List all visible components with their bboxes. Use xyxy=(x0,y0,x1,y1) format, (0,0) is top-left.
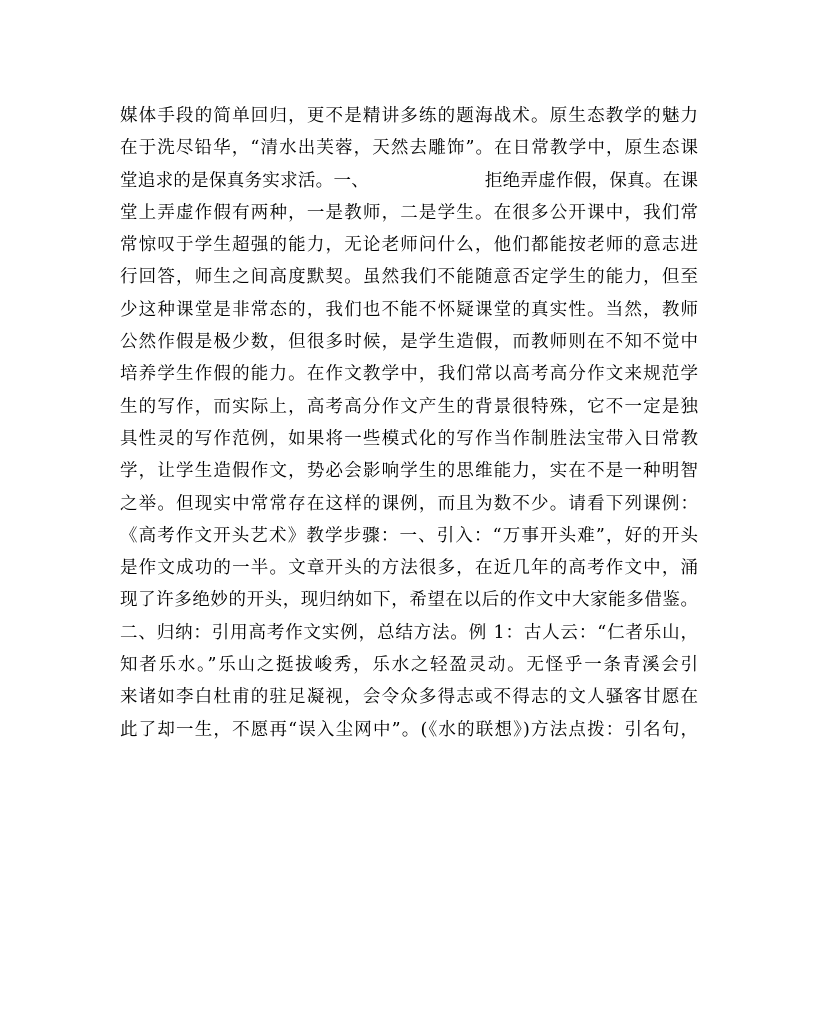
text-line: 《高考作文开头艺术》教学步骤：一、引入：“万事开头难”，好的开头 xyxy=(120,525,698,546)
text-line: 在于洗尽铅华，“清水出芙蓉，天然去雕饰”。在日常教学中，原生态课 xyxy=(120,138,698,159)
text-line: 行回答，师生之间高度默契。虽然我们不能随意否定学生的能力，但至 xyxy=(120,267,698,288)
text-line: 常惊叹于学生超强的能力，无论老师问什么，他们都能按老师的意志进 xyxy=(120,235,698,256)
text-line: 现了许多绝妙的开头，现归纳如下，希望在以后的作文中大家能多借鉴。 xyxy=(120,590,698,611)
text-line: 堂追求的是保真务实求活。一、 拒绝弄虚作假，保真。在课 xyxy=(120,170,698,191)
text-line: 之举。但现实中常常存在这样的课例，而且为数不少。请看下列课例： xyxy=(120,493,698,514)
body-text xyxy=(120,100,698,746)
text-line: 学，让学生造假作文，势必会影响学生的思维能力，实在不是一种明智 xyxy=(120,461,698,482)
text-line: 培养学生作假的能力。在作文教学中，我们常以高考高分作文来规范学 xyxy=(120,364,698,385)
text-line: 具性灵的写作范例，如果将一些模式化的写作当作制胜法宝带入日常教 xyxy=(120,428,698,449)
text-line: 来诸如李白杜甫的驻足凝视，会令众多得志或不得志的文人骚客甘愿在 xyxy=(120,687,698,708)
text-line: 二、归纳：引用高考作文实例，总结方法。例 1：古人云：“仁者乐山， xyxy=(120,622,698,643)
text-line: 公然作假是极少数，但很多时候，是学生造假，而教师则在不知不觉中 xyxy=(120,332,698,353)
text-line: 少这种课堂是非常态的，我们也不能不怀疑课堂的真实性。当然，教师 xyxy=(120,299,698,320)
text-line: 堂上弄虚作假有两种，一是教师，二是学生。在很多公开课中，我们常 xyxy=(120,202,698,223)
text-line: 知者乐水。”乐山之挺拔峻秀，乐水之轻盈灵动。无怪乎一条青溪会引 xyxy=(120,655,698,676)
text-line: 生的写作，而实际上，高考高分作文产生的背景很特殊，它不一定是独 xyxy=(120,396,698,417)
text-line: 此了却一生，不愿再“误入尘网中”。(《水的联想》)方法点拨：引名句， xyxy=(120,719,698,740)
text-line: 是作文成功的一半。文章开头的方法很多，在近几年的高考作文中，涌 xyxy=(120,558,698,579)
text-line: 媒体手段的简单回归，更不是精讲多练的题海战术。原生态教学的魅力 xyxy=(120,106,698,126)
